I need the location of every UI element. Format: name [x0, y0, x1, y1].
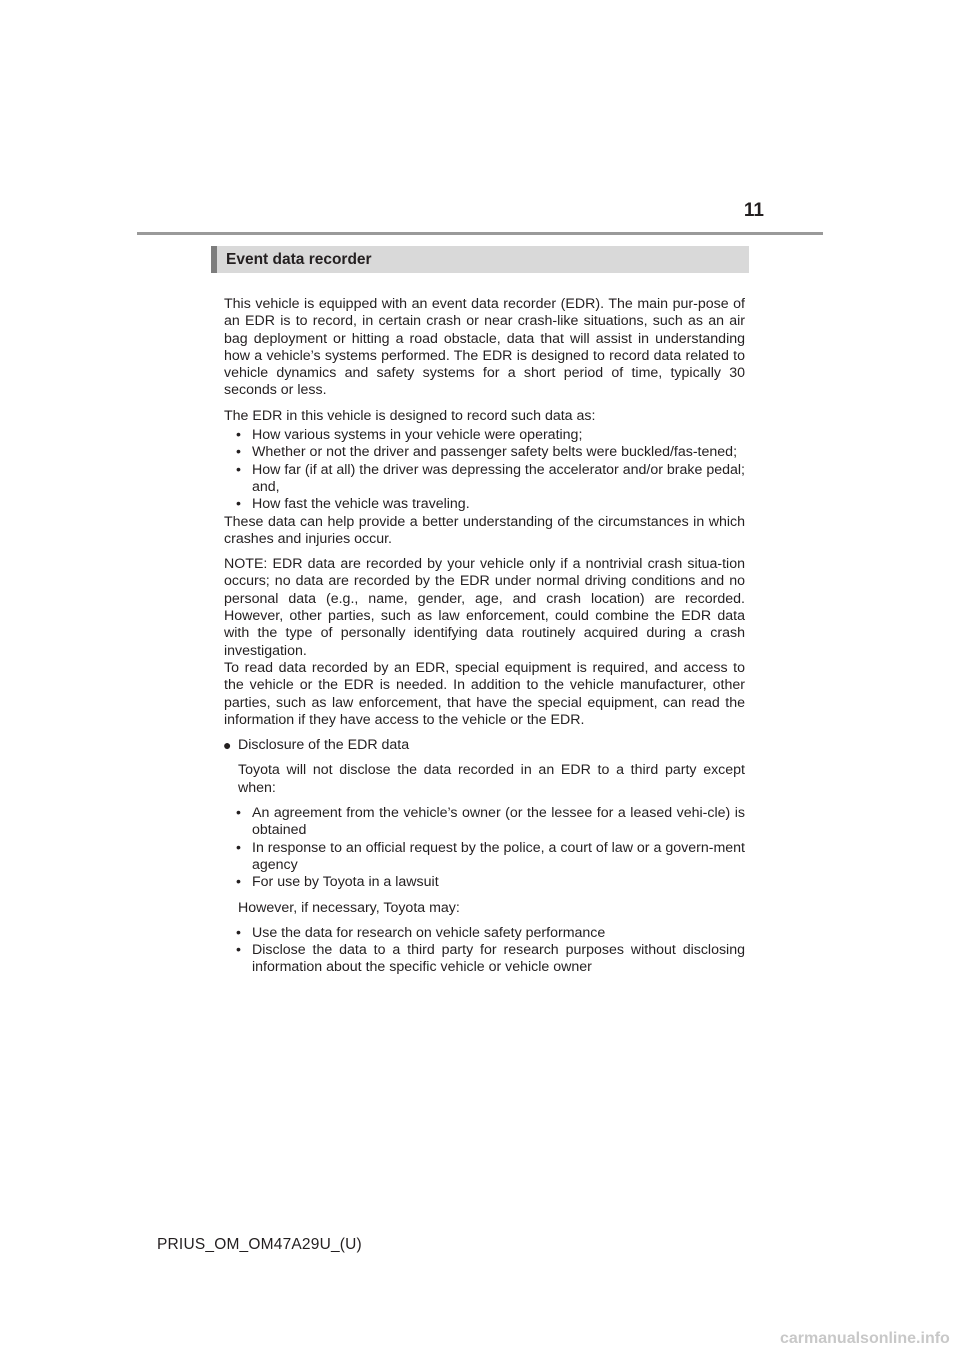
access-paragraph: To read data recorded by an EDR, special equipment is required, and access to the vehicle or the EDR is needed. In addition to the vehicle manufacturer, other parties, such as law enforcement, that have the special equipment, can read the information if they have access to the vehicle or the EDR. [224, 659, 745, 728]
disclosure-lead: Toyota will not disclose the data recorded in an EDR to a third party except when: [238, 762, 745, 796]
intro-paragraph: This vehicle is equipped with an event data recorder (EDR). The main pur-pose of an EDR is to record, in certain crash or near crash-like situations, such as an air bag deployment or hitting a road obstacle, data that will assist in understanding how a vehicle’s systems performed. The EDR is designed to record data related to vehicle dynamics and safety systems for a short period of time, typically 30 seconds or less. [224, 296, 745, 399]
list-item: • For use by Toyota in a lawsuit [224, 874, 745, 891]
bullet-dot-icon: ● [223, 737, 232, 754]
list-item: • Disclose the data to a third party for research purposes without disclosing information about the specific vehicle or vehicle owner [224, 942, 745, 977]
list-item: • Whether or not the driver and passenger safety belts were buckled/fas-tened; [224, 444, 745, 461]
list-item: • Use the data for research on vehicle safety performance [224, 925, 745, 942]
page-number: 11 [743, 200, 764, 221]
disclosure-heading-label: Disclosure of the EDR data [238, 737, 410, 754]
list-item: • How fast the vehicle was traveling. [224, 496, 745, 513]
list-item: • An agreement from the vehicle’s owner (or the lessee for a leased vehi-cle) is obtained [224, 805, 745, 840]
header-rule [137, 232, 823, 235]
section-heading: Event data recorder [211, 246, 749, 273]
may-list [224, 925, 745, 977]
list-item: • How far (if at all) the driver was depressing the accelerator and/or brake pedal; and, [224, 462, 745, 497]
list-item: • In response to an official request by the police, a court of law or a govern-ment agency [224, 840, 745, 875]
disclosure-heading [224, 737, 745, 754]
disclosure-block [238, 762, 745, 976]
however-lead: However, if necessary, Toyota may: [238, 899, 460, 916]
watermark: carmanualsonline.info [780, 1330, 950, 1347]
conditions-list [224, 805, 745, 891]
understanding-paragraph: These data can help provide a better understanding of the circumstances in which crashes and injuries occur. [224, 513, 745, 547]
main-content [224, 296, 745, 977]
record-list [224, 427, 745, 513]
note-paragraph: NOTE: EDR data are recorded by your vehicle only if a nontrivial crash situa-tion occurs; no data are recorded by the EDR under normal driving conditions and no personal data (e.g., name, gender, age, and crash location) are recorded. However, other parties, such as law enforcement, could combine the EDR data with the type of personally identifying data routinely acquired during a crash investigation. [224, 556, 745, 659]
footer-document-code: PRIUS_OM_OM47A29U_(U) [157, 1236, 362, 1253]
record-lead: The EDR in this vehicle is designed to record such data as: [224, 407, 596, 424]
list-item: • How various systems in your vehicle were operating; [224, 427, 745, 444]
